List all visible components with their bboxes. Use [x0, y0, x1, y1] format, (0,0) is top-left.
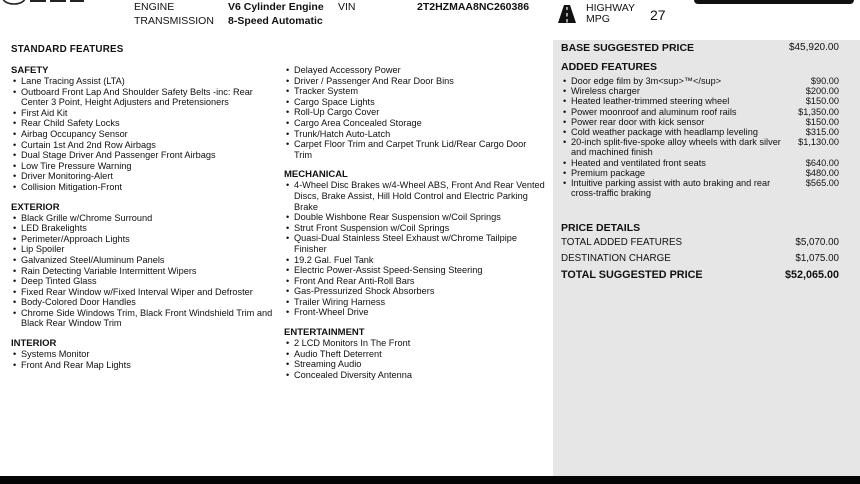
feature-item: • Roll-Up Cargo Cover [284, 107, 546, 118]
standard-features-title: STANDARD FEATURES [11, 44, 124, 55]
highway-label-line2: MPG [586, 13, 610, 25]
spec-labels [134, 0, 214, 28]
destination-row [561, 253, 839, 264]
top-right-box [694, 0, 854, 4]
standard-features-column-1 [11, 65, 273, 379]
total-added-value: $5,070.00 [795, 237, 839, 248]
feature-list [284, 65, 546, 160]
engine-value: V6 Cylinder Engine [228, 1, 324, 13]
feature-item: • Delayed Accessory Power [284, 65, 546, 76]
added-feature-price: $1,350.00 [798, 106, 839, 117]
feature-item: • Rain Detecting Variable Intermittent Wipers [11, 266, 273, 277]
feature-item: • Concealed Diversity Antenna [284, 370, 546, 381]
feature-item: • Streaming Audio [284, 359, 546, 370]
feature-list [11, 349, 273, 370]
standard-features-column-2 [284, 65, 546, 389]
total-price-value: $52,065.00 [784, 269, 839, 281]
added-feature-item [561, 178, 839, 198]
feature-item: • Airbag Occupancy Sensor [11, 129, 273, 140]
feature-item: • Perimeter/Approach Lights [11, 234, 273, 245]
added-feature-item [561, 137, 839, 157]
feature-item: • Lane Tracing Assist (LTA) [11, 76, 273, 87]
total-added-row [561, 237, 839, 248]
added-features-list [561, 76, 839, 198]
added-feature-name: 20-inch split-five-spoke alloy wheels with dark silver and machined finish [571, 137, 781, 158]
feature-item: • Black Grille w/Chrome Surround [11, 213, 273, 224]
feature-item: • Fixed Rear Window w/Fixed Interval Wiper and Defroster [11, 287, 273, 298]
feature-item: • First Aid Kit [11, 108, 273, 119]
added-feature-item [561, 168, 839, 178]
feature-item: • Trailer Wiring Harness [284, 297, 546, 308]
feature-item: • Audio Theft Deterrent [284, 349, 546, 360]
added-feature-item [561, 76, 839, 86]
added-feature-name: Heated and ventilated front seats [571, 157, 706, 168]
vin-label: VIN [338, 1, 356, 13]
feature-section [11, 338, 273, 370]
destination-value: $1,075.00 [795, 253, 839, 264]
feature-item: • LED Brakelights [11, 223, 273, 234]
spec-values [228, 0, 324, 28]
feature-item: • Carpet Floor Trim and Carpet Trunk Lid/Rear Cargo Door Trim [284, 139, 546, 160]
feature-item: • Gas-Pressurized Shock Absorbers [284, 286, 546, 297]
feature-item: • Double Wishbone Rear Suspension w/Coil Springs [284, 212, 546, 223]
total-price-row [561, 269, 839, 281]
added-feature-name: Intuitive parking assist with auto braking and rear cross-traffic braking [571, 178, 771, 199]
added-feature-item [561, 86, 839, 96]
feature-item: • Front-Wheel Drive [284, 307, 546, 318]
feature-list [11, 213, 273, 330]
added-feature-item [561, 107, 839, 117]
feature-item: • Chrome Side Windows Trim, Black Front Windshield Trim and Black Rear Window Trim [11, 308, 273, 329]
feature-list [284, 338, 546, 380]
base-price-row [561, 42, 839, 54]
feature-item: • Dual Stage Driver And Passenger Front Airbags [11, 150, 273, 161]
transmission-value: 8-Speed Automatic [228, 15, 323, 27]
vin-value-col [417, 0, 529, 14]
feature-item: • Driver / Passenger And Rear Door Bins [284, 76, 546, 87]
feature-item: • Rear Child Safety Locks [11, 118, 273, 129]
feature-item: • Cargo Area Concealed Storage [284, 118, 546, 129]
added-feature-name: Power moonroof and aluminum roof rails [571, 106, 737, 117]
feature-item: • Collision Mitigation-Front [11, 182, 273, 193]
added-feature-item [561, 158, 839, 168]
feature-section [11, 65, 273, 193]
price-details-heading: PRICE DETAILS [561, 222, 641, 234]
feature-list [284, 180, 546, 318]
added-feature-price: $200.00 [805, 86, 839, 97]
highway-mpg-label [586, 3, 635, 25]
base-price-label: BASE SUGGESTED PRICE [561, 42, 695, 54]
feature-item: • Galvanized Steel/Aluminum Panels [11, 255, 273, 266]
feature-item: • 4-Wheel Disc Brakes w/4-Wheel ABS, Front And Rear Vented Discs, Brake Assist, Hill Hold Control and Electric Parking Brake [284, 180, 546, 212]
added-feature-price: $150.00 [805, 116, 839, 127]
feature-item: • Outboard Front Lap And Shoulder Safety Belts -inc: Rear Center 3 Point, Height Adjusters and Pretensioners [11, 87, 273, 108]
vin-value: 2T2HZMAA8NC260386 [417, 1, 530, 13]
total-added-label: TOTAL ADDED FEATURES [561, 237, 683, 248]
feature-item: • Systems Monitor [11, 349, 273, 360]
feature-item: • Quasi-Dual Stainless Steel Exhaust w/Chrome Tailpipe Finisher [284, 233, 546, 254]
highway-icon [556, 4, 578, 24]
feature-item: • Curtain 1st And 2nd Row Airbags [11, 140, 273, 151]
feature-item: • Front And Rear Anti-Roll Bars [284, 276, 546, 287]
added-feature-item [561, 96, 839, 106]
destination-label: DESTINATION CHARGE [561, 253, 671, 264]
base-price-value: $45,920.00 [788, 42, 839, 53]
added-feature-price: $480.00 [805, 167, 839, 178]
feature-item: • Deep Tinted Glass [11, 276, 273, 287]
engine-label: ENGINE [134, 1, 175, 13]
added-feature-item [561, 127, 839, 137]
added-feature-price: $640.00 [805, 157, 839, 168]
vin-label-col [338, 0, 356, 14]
added-feature-name: Power rear door with kick sensor [571, 116, 705, 127]
brand-logo-icon [0, 0, 110, 6]
feature-section-heading: INTERIOR [11, 338, 57, 350]
added-feature-name: Wireless charger [571, 86, 640, 97]
added-feature-price: $315.00 [805, 127, 839, 138]
standard-features-panel [0, 40, 553, 476]
added-feature-item [561, 117, 839, 127]
added-feature-price: $90.00 [810, 76, 839, 86]
feature-item: • Front And Rear Map Lights [11, 360, 273, 371]
added-feature-name: Door edge film by 3m<sup>™</sup> [571, 76, 722, 86]
feature-list [11, 76, 273, 193]
feature-section-heading: EXTERIOR [11, 201, 60, 213]
feature-section-heading: ENTERTAINMENT [284, 327, 365, 339]
feature-item: • 2 LCD Monitors In The Front [284, 338, 546, 349]
pricing-panel [553, 40, 860, 476]
added-feature-price: $565.00 [805, 178, 839, 189]
total-price-label: TOTAL SUGGESTED PRICE [561, 269, 703, 281]
feature-item: • Body-Colored Door Handles [11, 297, 273, 308]
bottom-bar [0, 476, 860, 484]
added-feature-price: $1,130.00 [798, 137, 839, 148]
added-feature-name: Cold weather package with headlamp leveling [571, 127, 758, 138]
feature-item: • Strut Front Suspension w/Coil Springs [284, 223, 546, 234]
feature-section [284, 65, 546, 160]
feature-section-heading: SAFETY [11, 65, 49, 76]
feature-item: • Driver Monitoring-Alert [11, 171, 273, 182]
highway-mpg-value: 27 [650, 7, 666, 23]
feature-item: • Cargo Space Lights [284, 97, 546, 108]
feature-item: • Low Tire Pressure Warning [11, 161, 273, 172]
vehicle-info-header [0, 0, 860, 40]
feature-section [284, 169, 546, 318]
feature-item: • Trunk/Hatch Auto-Latch [284, 129, 546, 140]
added-feature-name: Premium package [571, 167, 646, 178]
transmission-label: TRANSMISSION [134, 15, 214, 27]
feature-item: • 19.2 Gal. Fuel Tank [284, 255, 546, 266]
feature-item: • Electric Power-Assist Speed-Sensing Steering [284, 265, 546, 276]
added-feature-price: $150.00 [805, 96, 839, 107]
feature-section-heading: MECHANICAL [284, 169, 348, 181]
feature-item: • Lip Spoiler [11, 244, 273, 255]
feature-section [11, 202, 273, 330]
added-features-heading: ADDED FEATURES [561, 61, 658, 73]
added-feature-name: Heated leather-trimmed steering wheel [571, 96, 730, 107]
highway-label-line1: HIGHWAY [586, 2, 635, 14]
feature-item: • Tracker System [284, 86, 546, 97]
feature-section [284, 327, 546, 380]
